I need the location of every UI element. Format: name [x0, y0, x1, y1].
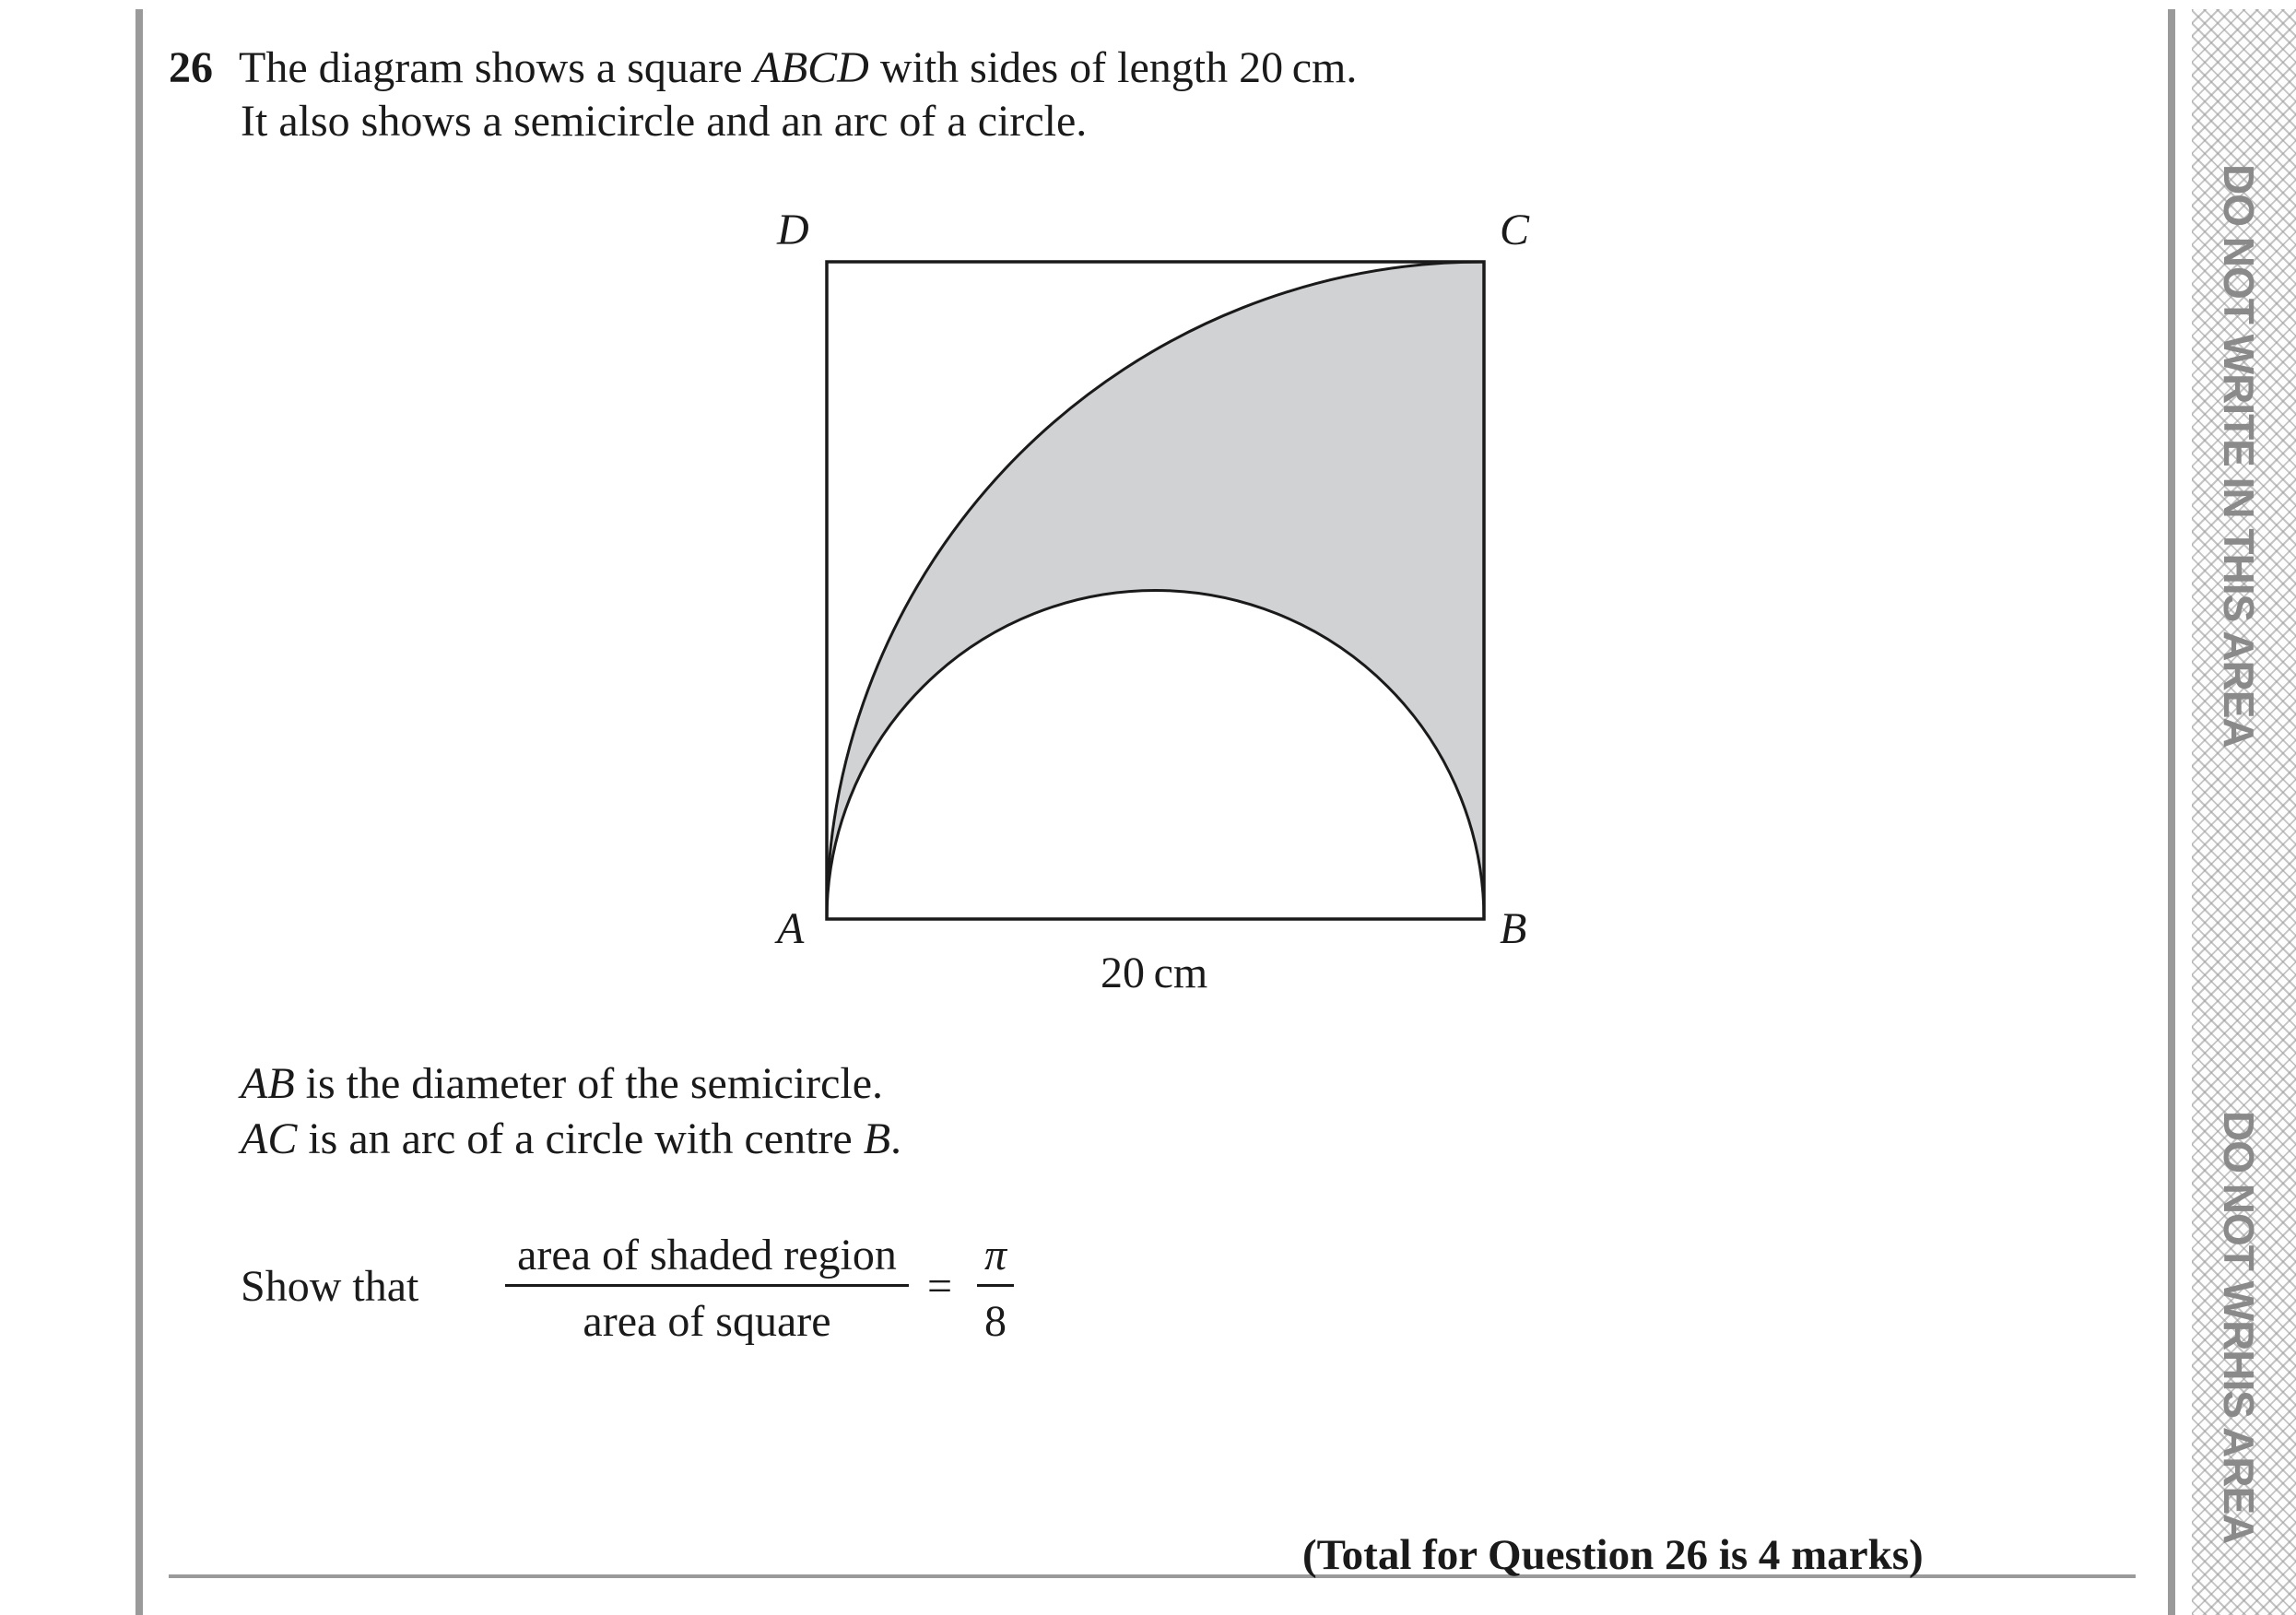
rhs-numerator: π [983, 1231, 1007, 1279]
fraction-denominator: area of square [583, 1297, 831, 1346]
vertex-label-D: D [777, 206, 809, 254]
vertex-label-C: C [1500, 206, 1530, 254]
vertex-label-A: A [777, 904, 805, 953]
fact-2-centre: B [863, 1114, 891, 1163]
fact-line-2 [241, 1114, 902, 1163]
side-length-label: 20 cm [1101, 949, 1208, 997]
fact-1-text: is the diameter of the semicircle. [294, 1059, 884, 1108]
fact-line-1 [241, 1059, 884, 1108]
vertex-label-B: B [1500, 904, 1527, 953]
fact-2-text: is an arc of a circle with centre [297, 1114, 864, 1163]
fraction-bar [505, 1284, 909, 1287]
fact-1-segment: AB [241, 1059, 295, 1108]
do-not-write-label-bottom: DO NOT WRHIS AREA [2215, 1111, 2263, 1544]
question-line-2: It also shows a semicircle and an arc of a circle. [241, 97, 1088, 146]
question-number: 26 [169, 43, 213, 92]
question-text-1b: with sides of length 20 cm. [868, 43, 1358, 92]
do-not-write-label-top: DO NOT WRITE IN THIS AREA [2215, 164, 2263, 748]
question-text-1a: The diagram shows a square [239, 43, 754, 92]
fact-2-arc: AC [241, 1114, 298, 1163]
square-name: ABCD [753, 43, 869, 92]
show-that-prefix: Show that [241, 1262, 419, 1311]
total-marks: (Total for Question 26 is 4 marks) [1302, 1531, 1924, 1579]
rhs-denominator: 8 [984, 1297, 1007, 1346]
equals-sign: = [927, 1262, 953, 1311]
rhs-fraction-bar [977, 1284, 1014, 1287]
fact-2-end: . [890, 1114, 902, 1163]
fraction-numerator: area of shaded region [517, 1231, 897, 1279]
